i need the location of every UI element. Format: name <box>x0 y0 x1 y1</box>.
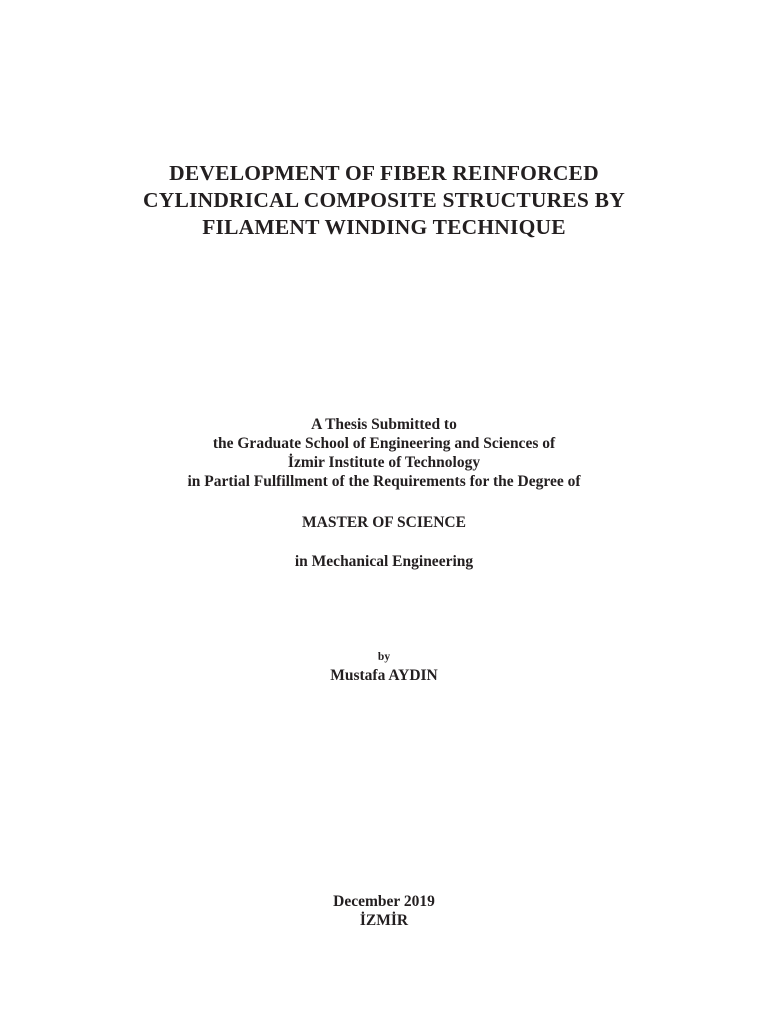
department-name: in Mechanical Engineering <box>294 553 474 570</box>
submission-place: İZMİR <box>359 912 409 929</box>
submission-line-3: İzmir Institute of Technology <box>287 454 481 471</box>
degree-name: MASTER OF SCIENCE <box>302 514 466 531</box>
submission-line-1: A Thesis Submitted to <box>311 416 457 433</box>
submission-line-4: in Partial Fulfillment of the Requirements for the Degree of <box>187 473 581 490</box>
thesis-title-line-2: CYLINDRICAL COMPOSITE STRUCTURES BY <box>143 188 625 212</box>
author-name: Mustafa AYDIN <box>330 667 438 684</box>
thesis-title-line-1: DEVELOPMENT OF FIBER REINFORCED <box>169 161 599 185</box>
thesis-title-line-3: FILAMENT WINDING TECHNIQUE <box>202 215 566 239</box>
submission-line-2: the Graduate School of Engineering and Sciences of <box>212 435 556 452</box>
submission-date: December 2019 <box>333 893 435 910</box>
author-by-label: by <box>377 651 391 663</box>
